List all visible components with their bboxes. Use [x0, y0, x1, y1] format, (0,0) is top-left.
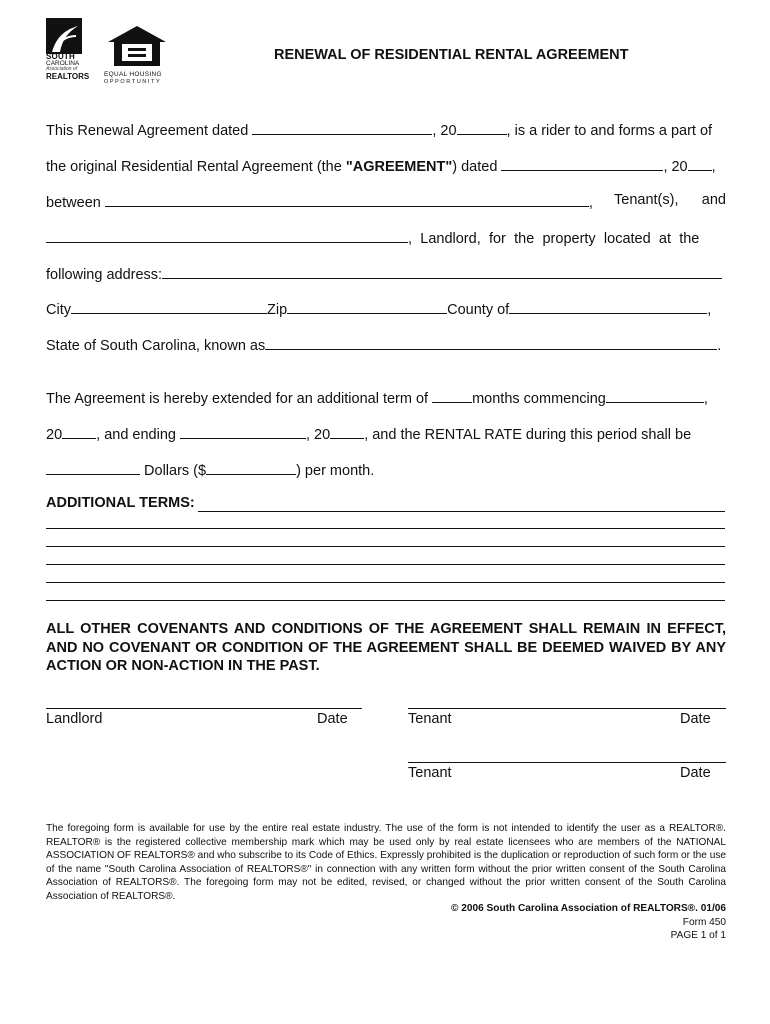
term-months-field[interactable] [432, 388, 472, 403]
original-agreement-line [46, 156, 716, 175]
agreement-label: "AGREEMENT" [345, 159, 453, 175]
renewal-date-field[interactable] [252, 120, 432, 135]
text: State of South Carolina, known as [46, 338, 266, 354]
city-field[interactable] [71, 299, 267, 314]
logo-line-south: SOUTH [46, 52, 75, 61]
equal-housing-text: EQUAL HOUSING [104, 71, 162, 78]
additional-terms-field[interactable] [46, 564, 725, 565]
text: , 20 [306, 427, 331, 443]
rent-amount-field[interactable] [206, 460, 296, 475]
date-label: Date [680, 765, 711, 781]
text: and [701, 192, 726, 208]
ending-year-field[interactable] [330, 424, 364, 439]
text: This Renewal Agreement dated [46, 123, 249, 139]
text: , 20 [432, 123, 457, 139]
address-line [46, 264, 722, 283]
sc-realtors-logo [46, 18, 90, 82]
logo-line-association: Association of [46, 66, 78, 72]
agreement-date-line [46, 120, 712, 139]
logo-line-realtors: REALTORS [46, 72, 90, 81]
text: The Agreement is hereby extended for an additional term of [46, 391, 429, 407]
palmetto-icon [46, 18, 82, 54]
text: , [711, 159, 716, 175]
commencing-year-field[interactable] [62, 424, 96, 439]
tenant-names-field[interactable] [105, 192, 589, 207]
text: between [46, 195, 101, 211]
text: following address: [46, 267, 163, 283]
text: , Landlord, for the property located at the [408, 231, 700, 247]
additional-terms-field[interactable] [46, 546, 725, 547]
zip-field[interactable] [287, 299, 447, 314]
text: . [717, 338, 722, 354]
text: Tenant(s), [614, 192, 679, 208]
text: Zip [266, 302, 288, 318]
property-address-field[interactable] [162, 264, 722, 279]
known-as-field[interactable] [265, 335, 717, 350]
text: , [707, 302, 712, 318]
commencing-date-field[interactable] [606, 388, 704, 403]
additional-terms-field[interactable] [198, 511, 725, 512]
original-year-field[interactable] [688, 156, 712, 171]
form-title: RENEWAL OF RESIDENTIAL RENTAL AGREEMENT [274, 47, 629, 63]
copyright: © 2006 South Carolina Association of REALTORS®. 01/06 [451, 903, 726, 914]
ending-date-field[interactable] [180, 424, 306, 439]
tenant-label: Tenant [408, 711, 452, 727]
equal-housing-logo [104, 24, 172, 88]
text: , [703, 391, 708, 407]
city-zip-county-line [46, 299, 711, 318]
text: , [588, 195, 593, 211]
text: ) per month. [296, 463, 375, 479]
renewal-year-field[interactable] [457, 120, 507, 135]
additional-terms-field[interactable] [46, 600, 725, 601]
opportunity-text: OPPORTUNITY [104, 79, 162, 85]
text: , and ending [96, 427, 176, 443]
landlord-name-field[interactable] [46, 228, 408, 243]
tenant-signature-field[interactable] [408, 708, 726, 709]
text: 20 [46, 427, 63, 443]
landlord-signature-field[interactable] [46, 708, 362, 709]
landlord-line [46, 228, 726, 247]
text: City [46, 302, 71, 318]
text: the original Residential Rental Agreement (the [46, 159, 346, 175]
form-number: Form 450 [682, 917, 726, 928]
text: ) dated [452, 159, 498, 175]
additional-terms-heading: ADDITIONAL TERMS: [46, 495, 195, 511]
text: , is a rider to and forms a part of [506, 123, 713, 139]
tenants-line [46, 192, 726, 211]
additional-terms-field[interactable] [46, 582, 725, 583]
term-line [46, 388, 708, 407]
county-field[interactable] [509, 299, 707, 314]
logo-line-carolina: CAROLINA [46, 60, 80, 67]
ending-line [46, 424, 691, 443]
text: , 20 [663, 159, 688, 175]
text: County of [447, 302, 510, 318]
date-label: Date [680, 711, 711, 727]
additional-terms-field[interactable] [46, 528, 725, 529]
covenant-statement: ALL OTHER COVENANTS AND CONDITIONS OF THE AGREEMENT SHALL REMAIN IN EFFECT, AND NO COVENANT OR CONDITION OF THE AGREEMENT SHALL BE DEEMED WAIVED BY ANY ACTION OR NON-ACTION IN THE PAST. [46, 621, 726, 674]
rent-line [46, 460, 374, 479]
date-label: Date [317, 711, 348, 727]
original-date-field[interactable] [501, 156, 663, 171]
text: , and the RENTAL RATE during this period shall be [364, 427, 692, 443]
text: months commencing [472, 391, 606, 407]
rent-words-field[interactable] [46, 460, 140, 475]
known-as-line [46, 335, 721, 354]
tenant-label: Tenant [408, 765, 452, 781]
page-number: PAGE 1 of 1 [670, 930, 726, 941]
text: Dollars ($ [144, 463, 207, 479]
landlord-label: Landlord [46, 711, 103, 727]
tenant-signature-field[interactable] [408, 762, 726, 763]
legal-notice: The foregoing form is available for use by the entire real estate industry. The use of the form is not intended to identify the user as a REALTOR®. REALTOR® is the registered collective membership mark which may be used only by real estate licensees who are members of the NATIONAL ASSOCIATION OF REALTORS® and who subscribe to its Code of Ethics. Expressly prohibited is the duplication or reproduction of such form or the use of the name "South Carolina Association of REALTORS®" in connection with any written form without the prior written consent of the South Carolina Association of REALTORS®. The foregoing form may not be edited, revised, or changed without the prior written consent of the South Carolina Association of REALTORS®. [46, 823, 726, 902]
equal-housing-icon [106, 24, 168, 68]
